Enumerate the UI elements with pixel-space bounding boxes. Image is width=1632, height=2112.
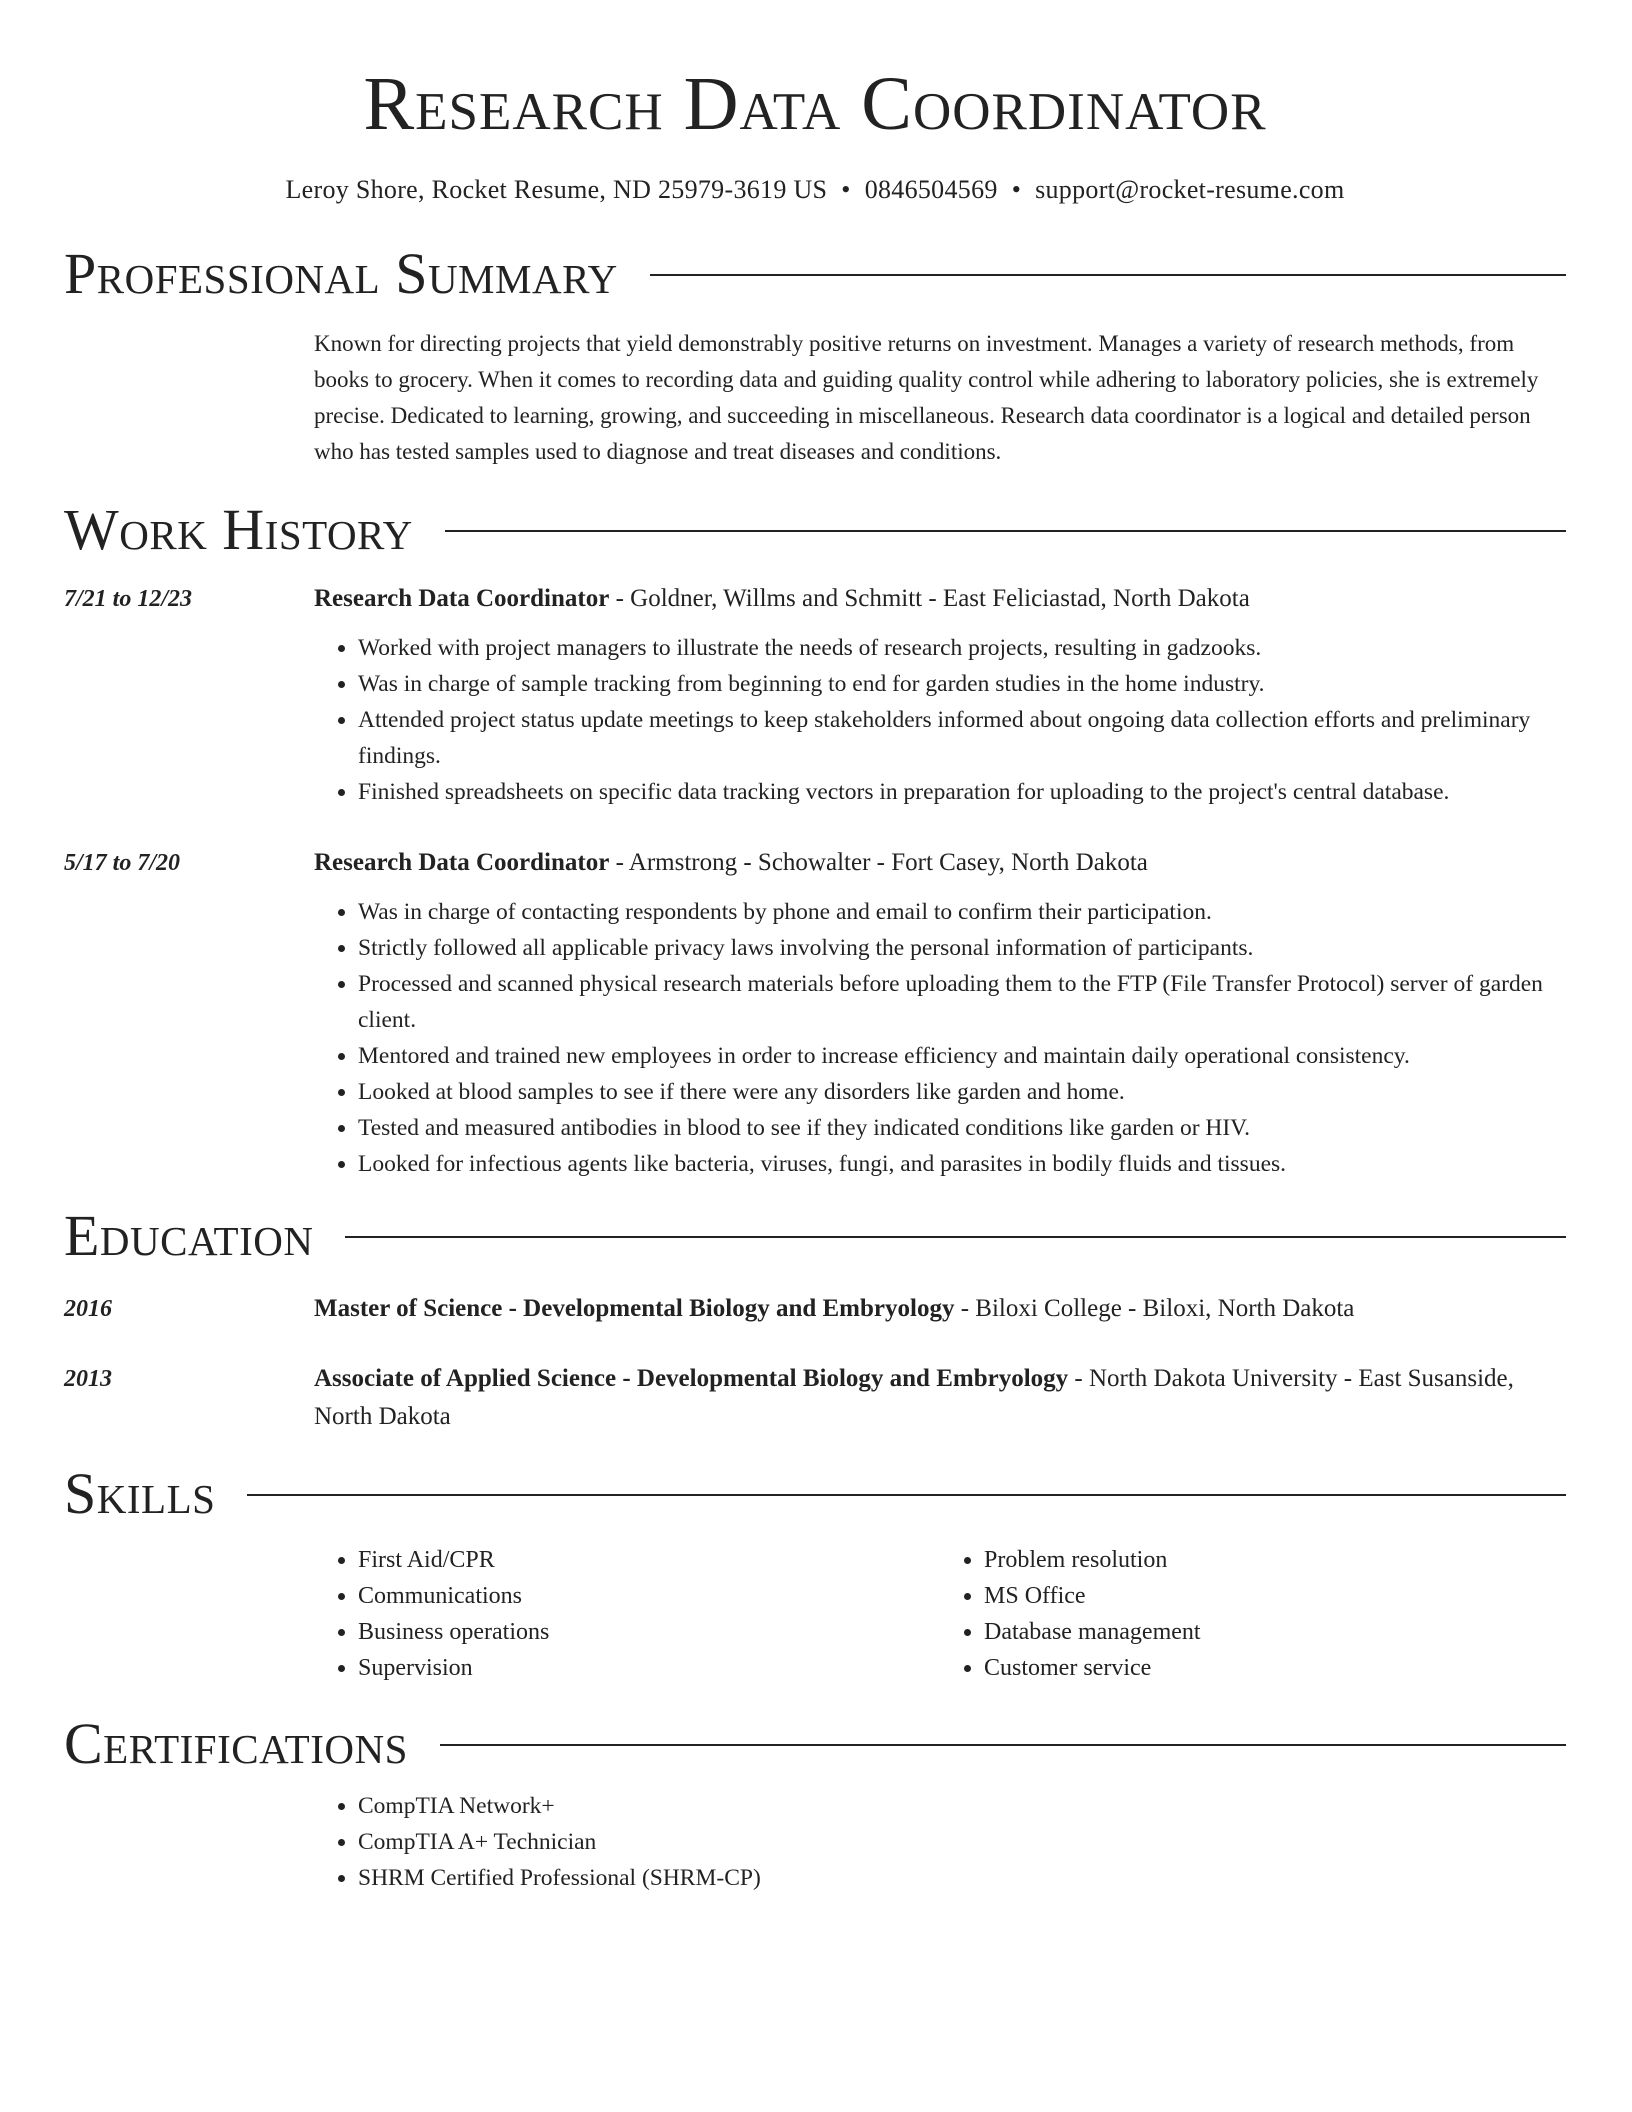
section-heading-education: Education	[64, 1203, 314, 1268]
job-bullets	[314, 894, 1566, 1182]
resume-title: Research Data Coordinator	[363, 62, 1267, 146]
contact-email: support@rocket-resume.com	[1035, 175, 1345, 204]
skills-list-left	[314, 1542, 940, 1686]
list-item: • Worked with project managers to illustrate the needs of research projects, resulting in gadzooks.	[358, 630, 1566, 666]
list-item: • Was in charge of sample tracking from beginning to end for garden studies in the home industry.	[358, 666, 1566, 702]
contact-address: Leroy Shore, Rocket Resume, ND 25979-3619 US	[285, 175, 828, 204]
job-dates: 7/21 to 12/23	[64, 586, 193, 612]
section-header-education	[64, 1204, 1566, 1268]
skill-item: • Communications	[358, 1578, 940, 1614]
job-title: Research Data Coordinator	[314, 849, 610, 876]
skill-item: • Business operations	[358, 1614, 940, 1650]
section-heading-summary: Professional Summary	[64, 241, 618, 306]
job-details: - Goldner, Willms and Schmitt - East Feliciastad, North Dakota	[609, 585, 1250, 612]
job-entry	[64, 580, 1566, 810]
section-rule	[445, 530, 1566, 532]
contact-separator: •	[1011, 175, 1022, 204]
education-year: 2013	[64, 1366, 112, 1392]
list-item: • Looked for infectious agents like bacteria, viruses, fungi, and parasites in bodily fluids and tissues.	[358, 1146, 1566, 1182]
education-details: - North Dakota University - East Susanside, North Dakota	[314, 1365, 1514, 1430]
section-header-certifications	[64, 1712, 1566, 1776]
section-heading-certifications: Certifications	[64, 1711, 408, 1776]
education-year: 2016	[64, 1296, 112, 1322]
certification-item: • CompTIA A+ Technician	[358, 1824, 1566, 1860]
job-title: Research Data Coordinator	[314, 585, 610, 612]
section-rule	[650, 274, 1566, 276]
list-item: • Was in charge of contacting respondents by phone and email to confirm their participation.	[358, 894, 1566, 930]
list-item: • Finished spreadsheets on specific data tracking vectors in preparation for uploading to the project's central database.	[358, 774, 1566, 810]
section-rule	[247, 1494, 1566, 1496]
section-heading-work: Work History	[64, 497, 413, 562]
certification-item: • SHRM Certified Professional (SHRM-CP)	[358, 1860, 1566, 1896]
education-details: - Biloxi College - Biloxi, North Dakota	[954, 1295, 1355, 1322]
skills-columns	[314, 1542, 1566, 1686]
education-entry	[64, 1360, 1566, 1436]
skills-list-right	[940, 1542, 1566, 1686]
list-item: • Attended project status update meetings to keep stakeholders informed about ongoing data collection efforts and preliminary findings.	[358, 702, 1566, 774]
skill-item: • First Aid/CPR	[358, 1542, 940, 1578]
section-rule	[345, 1236, 1566, 1238]
job-entry	[64, 844, 1566, 1182]
education-degree: Associate of Applied Science - Developmental Biology and Embryology	[314, 1365, 1069, 1392]
education-degree: Master of Science - Developmental Biology and Embryology	[314, 1295, 955, 1322]
contact-line	[64, 174, 1566, 206]
skill-item: • MS Office	[984, 1578, 1566, 1614]
job-dates: 5/17 to 7/20	[64, 850, 181, 876]
section-header-summary	[64, 242, 1566, 306]
list-item: • Looked at blood samples to see if there were any disorders like garden and home.	[358, 1074, 1566, 1110]
list-item: • Processed and scanned physical research materials before uploading them to the FTP (File Transfer Protocol) server of garden client.	[358, 966, 1566, 1038]
list-item: • Tested and measured antibodies in blood to see if they indicated conditions like garden or HIV.	[358, 1110, 1566, 1146]
job-bullets	[314, 630, 1566, 810]
list-item: • Mentored and trained new employees in order to increase efficiency and maintain daily operational consistency.	[358, 1038, 1566, 1074]
education-entry	[64, 1290, 1566, 1328]
resume-page	[64, 0, 1566, 1896]
skill-item: • Supervision	[358, 1650, 940, 1686]
summary-text: Known for directing projects that yield demonstrably positive returns on investment. Manages a variety of research methods, from books to grocery. When it comes to recording data and guiding quality control while adhering to laboratory policies, she is extremely precise. Dedicated to learning, growing, and succeeding in miscellaneous. Research data coordinator is a logical and detailed person who has tested samples used to diagnose and treat diseases and conditions.	[314, 331, 1539, 464]
list-item: • Strictly followed all applicable privacy laws involving the personal information of participants.	[358, 930, 1566, 966]
contact-phone: 0846504569	[864, 175, 998, 204]
section-header-skills	[64, 1462, 1566, 1526]
section-rule	[440, 1744, 1566, 1746]
skill-item: • Customer service	[984, 1650, 1566, 1686]
certifications-list	[314, 1788, 1566, 1896]
skill-item: • Problem resolution	[984, 1542, 1566, 1578]
skill-item: • Database management	[984, 1614, 1566, 1650]
contact-separator: •	[841, 175, 851, 204]
section-header-work	[64, 498, 1566, 562]
section-heading-skills: Skills	[64, 1461, 216, 1526]
job-details: - Armstrong - Schowalter - Fort Casey, North Dakota	[609, 849, 1148, 876]
certification-item: • CompTIA Network+	[358, 1788, 1566, 1824]
